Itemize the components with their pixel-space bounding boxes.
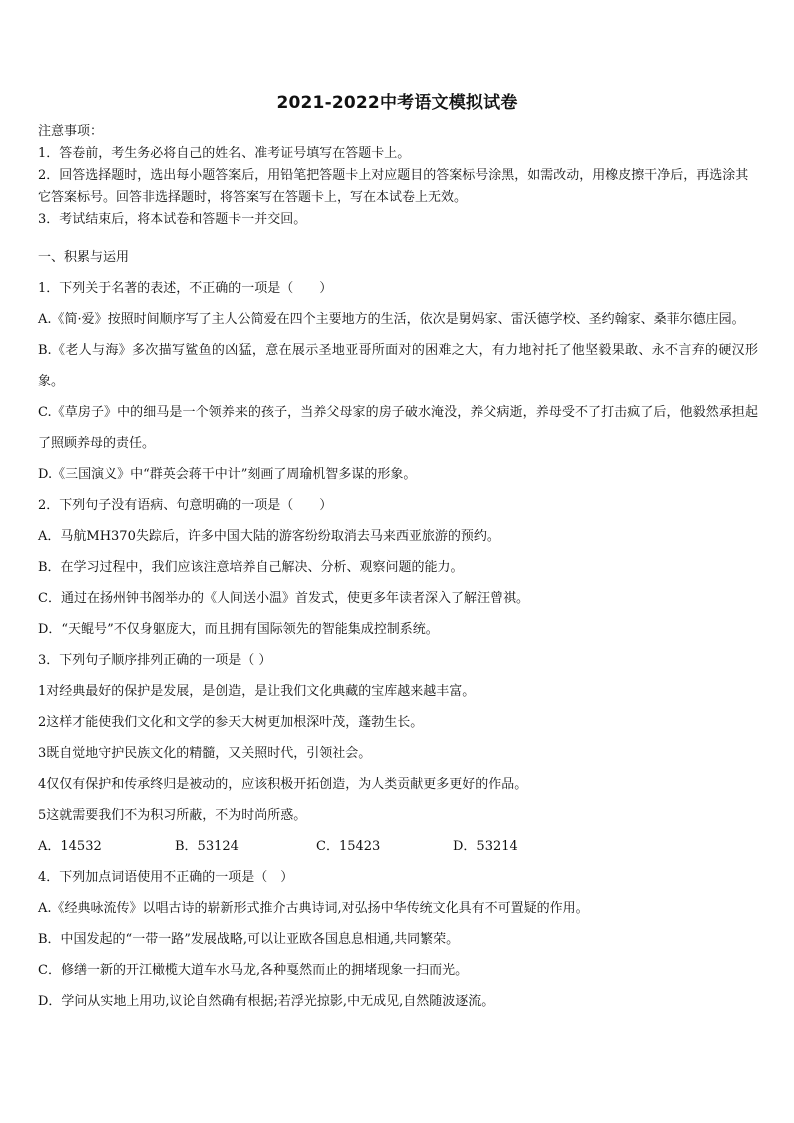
question-3 [38,645,758,862]
sentence-4: 4仅仅有保护和传承终归是被动的，应该积极开拓创造，为人类贡献更多更好的作品。 [38,777,528,792]
question-stem: 3．下列句子顺序排列正确的一项是（ ） [38,653,272,668]
question-stem: 4．下列加点词语使用不正确的一项是（ ） [38,870,294,885]
notice-item-1: 1．答卷前，考生务必将自己的姓名、准考证号填写在答题卡上。 [38,146,411,161]
option-a: A.《经典咏流传》以唱古诗的崭新形式推介古典诗词,对弘扬中华传统文化具有不可置疑的作用。 [38,901,589,916]
option-d: D．53214 [453,839,518,854]
question-4 [38,862,758,1017]
question-stem: 1．下列关于名著的表述，不正确的一项是（ ） [38,281,333,296]
notice-heading: 注意事项： [38,124,104,139]
question-stem: 2．下列句子没有语病、句意明确的一项是（ ） [38,498,333,513]
option-d: D．学问从实地上用功,议论自然确有根据;若浮光掠影,中无成见,自然随波逐流。 [38,994,495,1009]
section-heading: 一、积累与运用 [38,250,130,265]
option-c: C．修缮一新的开江橄榄大道车水马龙,各种戛然而止的拥堵现象一扫而光。 [38,963,469,978]
notice-item-3: 3．考试结束后，将本试卷和答题卡一并交回。 [38,212,307,227]
option-c: C.《草房子》中的细马是一个领养来的孩子，当养父母家的房子破水淹没，养父病逝，养母受不了打击疯了后，他毅然承担起了照顾养母的责任。 [38,405,758,451]
notice-block [38,121,758,231]
option-a: A.《简·爱》按照时间顺序写了主人公简爱在四个主要地方的生活，依次是舅妈家、雷沃德学校、圣约翰家、桑菲尔德庄园。 [38,312,745,327]
section-accumulation [38,242,758,1017]
option-b: B．53124 [175,839,239,854]
sentence-2: 2这样才能使我们文化和文学的参天大树更加根深叶茂，蓬勃生长。 [38,715,424,730]
notice-item-2: 2．回答选择题时，选出每小题答案后，用铅笔把答题卡上对应题目的答案标号涂黑，如需改动，用橡皮擦干净后，再选涂其它答案标号。回答非选择题时，将答案写在答题卡上，写在本试卷上无效。 [38,168,749,205]
option-c: C．通过在扬州钟书阁举办的《人间送小温》首发式，使更多年读者深入了解汪曾祺。 [38,591,529,606]
sentence-1: 1对经典最好的保护是发展，是创造，是让我们文化典藏的宝库越来越丰富。 [38,684,476,699]
exam-title: 2021-2022中考语文模拟试卷 [276,93,518,113]
option-b: B．在学习过程中，我们应该注意培养自己解决、分析、观察问题的能力。 [38,560,464,575]
option-a: A．马航MH370失踪后，许多中国大陆的游客纷纷取消去马来西亚旅游的预约。 [38,529,500,544]
option-d: D．“天鲲号”不仅身躯庞大，而且拥有国际领先的智能集成控制系统。 [38,622,439,637]
option-b: B.《老人与海》多次描写鲨鱼的凶猛，意在展示圣地亚哥所面对的困难之大，有力地衬托了他坚毅果敢、永不言弃的硬汉形象。 [38,343,758,389]
option-a: A．14532 [38,839,102,854]
sentence-3: 3既自觉地守护民族文化的精髓，又关照时代，引领社会。 [38,746,372,761]
option-b: B．中国发起的“一带一路”发展战略,可以让亚欧各国息息相通,共同繁荣。 [38,932,460,947]
option-d: D.《三国演义》中“群英会蒋干中计”刻画了周瑜机智多谋的形象。 [38,467,417,482]
question-2 [38,490,758,645]
sentence-5: 5这就需要我们不为积习所蔽，不为时尚所惑。 [38,808,307,823]
answer-options [38,831,758,862]
question-1 [38,273,758,490]
option-c: C．15423 [316,839,381,854]
